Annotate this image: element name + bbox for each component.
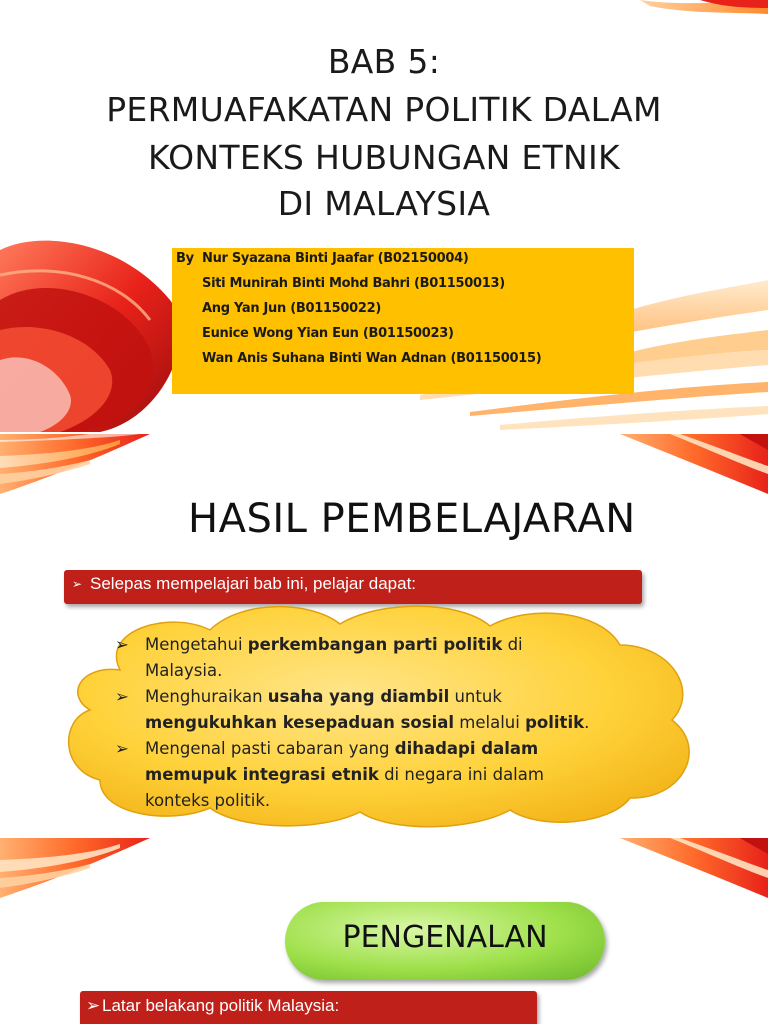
author-line-2: Siti Munirah Binti Mohd Bahri (B01150013) bbox=[202, 276, 505, 291]
author-line-4: Eunice Wong Yian Eun (B01150023) bbox=[202, 326, 454, 341]
list-item: ➢ Mengetahui perkembangan parti politik di Malaysia. bbox=[115, 632, 595, 684]
intro-bar bbox=[80, 991, 537, 1024]
slide-learning-outcomes bbox=[0, 434, 768, 834]
slide-introduction bbox=[0, 838, 768, 1024]
list-item: ➢ Mengenal pasti cabaran yang dihadapi dalam memupuk integrasi etnik di negara ini dalam konteks politik. bbox=[115, 736, 595, 814]
intro-text: Selepas mempelajari bab ini, pelajar dapat: bbox=[90, 574, 417, 593]
slide-title bbox=[0, 0, 768, 432]
author-line-5: Wan Anis Suhana Binti Wan Adnan (B01150015) bbox=[202, 351, 542, 366]
by-label: By bbox=[176, 251, 194, 266]
arrow-bullet-icon: ➢ bbox=[115, 739, 129, 758]
section-title-pill bbox=[285, 902, 605, 980]
list-item: ➢ Menghuraikan usaha yang diambil untuk mengukuhkan kesepaduan sosial melalui politik. bbox=[115, 684, 595, 736]
intro-arrow: ➢ bbox=[72, 577, 83, 591]
title-line-4: DI MALAYSIA bbox=[277, 184, 491, 223]
page-title: HASIL PEMBELAJARAN bbox=[188, 496, 636, 542]
arrow-bullet-icon: ➢ bbox=[115, 635, 129, 654]
title-line-1: BAB 5: bbox=[327, 42, 441, 81]
section-title: PENGENALAN bbox=[342, 920, 548, 955]
author-line-3: Ang Yan Jun (B01150022) bbox=[202, 301, 382, 316]
author-name: Nur Syazana Binti Jaafar (B02150004) bbox=[202, 251, 469, 266]
intro-text: Latar belakang politik Malaysia: bbox=[102, 996, 340, 1015]
intro-bar bbox=[64, 570, 642, 604]
title-line-2: PERMUAFAKATAN POLITIK DALAM bbox=[106, 90, 662, 129]
title-line-3: KONTEKS HUBUNGAN ETNIK bbox=[147, 138, 621, 177]
outcomes-list bbox=[115, 632, 595, 814]
arrow-bullet-icon: ➢ bbox=[115, 687, 129, 706]
authors-box bbox=[172, 248, 634, 394]
author-line-1 bbox=[176, 250, 469, 268]
intro-arrow: ➢ bbox=[86, 996, 101, 1015]
